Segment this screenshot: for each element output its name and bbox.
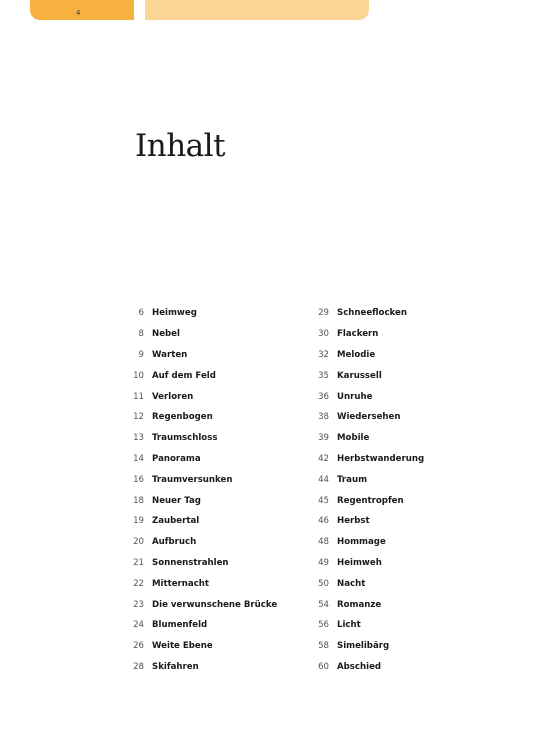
toc-page-number: 21 bbox=[133, 557, 144, 568]
toc-entry[interactable] bbox=[303, 428, 424, 449]
toc-title: Melodie bbox=[337, 349, 376, 360]
toc-page-number: 44 bbox=[318, 474, 329, 485]
toc-title: Aufbruch bbox=[152, 537, 197, 548]
toc-entry[interactable] bbox=[118, 532, 277, 553]
toc-page-number: 54 bbox=[318, 599, 329, 610]
toc-page-number: 58 bbox=[318, 641, 329, 652]
toc-title: Traumversunken bbox=[152, 474, 233, 485]
toc-entry[interactable] bbox=[303, 407, 424, 428]
toc-title: Romanze bbox=[337, 599, 382, 610]
toc-entry[interactable] bbox=[303, 345, 424, 366]
toc-column-right bbox=[303, 303, 424, 677]
toc-entry[interactable] bbox=[303, 303, 424, 324]
toc-title: Licht bbox=[337, 620, 361, 631]
toc-page-number: 18 bbox=[133, 495, 144, 506]
toc-page-number: 28 bbox=[133, 661, 144, 672]
toc-entry[interactable] bbox=[303, 594, 424, 615]
toc-entry[interactable] bbox=[118, 594, 277, 615]
header-tab-right bbox=[145, 0, 369, 20]
toc-entry[interactable] bbox=[118, 365, 277, 386]
toc-title: Regenbogen bbox=[152, 412, 213, 423]
toc-page-number: 26 bbox=[133, 641, 144, 652]
toc-title: Wiedersehen bbox=[337, 412, 401, 423]
header-tab-left bbox=[30, 0, 134, 20]
page-title: Inhalt bbox=[135, 128, 226, 164]
toc-entry[interactable] bbox=[118, 490, 277, 511]
toc-entry[interactable] bbox=[118, 449, 277, 470]
toc-page-number: 23 bbox=[133, 599, 144, 610]
toc-title: Warten bbox=[152, 349, 188, 360]
toc-title: Heimweg bbox=[152, 308, 197, 319]
toc-page-number: 30 bbox=[318, 329, 329, 340]
toc-page-number: 8 bbox=[138, 329, 144, 340]
toc-page-number: 46 bbox=[318, 516, 329, 527]
toc-entry[interactable] bbox=[303, 573, 424, 594]
toc-entry[interactable] bbox=[118, 615, 277, 636]
toc-entry[interactable] bbox=[303, 469, 424, 490]
toc-entry[interactable] bbox=[303, 365, 424, 386]
toc-page-number: 20 bbox=[133, 537, 144, 548]
toc-page-number: 16 bbox=[133, 474, 144, 485]
toc-page-number: 29 bbox=[318, 308, 329, 319]
toc-column-left bbox=[118, 303, 277, 677]
toc-title: Herbst bbox=[337, 516, 370, 527]
toc-title: Sonnenstrahlen bbox=[152, 557, 229, 568]
toc-title: Auf dem Feld bbox=[152, 370, 216, 381]
toc-title: Panorama bbox=[152, 453, 201, 464]
toc-title: Mitternacht bbox=[152, 578, 210, 589]
toc-title: Nebel bbox=[152, 329, 180, 340]
toc-title: Nacht bbox=[337, 578, 366, 589]
toc-page-number: 10 bbox=[133, 370, 144, 381]
toc-title: Simelibärg bbox=[337, 641, 390, 652]
toc-entry[interactable] bbox=[118, 511, 277, 532]
toc-page-number: 9 bbox=[138, 349, 144, 360]
toc-title: Schneeflocken bbox=[337, 308, 407, 319]
toc-entry[interactable] bbox=[118, 657, 277, 678]
toc-title: Neuer Tag bbox=[152, 495, 201, 506]
toc-title: Regentropfen bbox=[337, 495, 404, 506]
toc-page-number: 50 bbox=[318, 578, 329, 589]
toc-page-number: 12 bbox=[133, 412, 144, 423]
toc-entry[interactable] bbox=[118, 553, 277, 574]
toc-entry[interactable] bbox=[118, 407, 277, 428]
toc-entry[interactable] bbox=[303, 490, 424, 511]
toc-entry[interactable] bbox=[118, 386, 277, 407]
toc-entry[interactable] bbox=[303, 449, 424, 470]
toc-page-number: 48 bbox=[318, 537, 329, 548]
toc-page-number: 45 bbox=[318, 495, 329, 506]
toc-title: Traumschloss bbox=[152, 433, 218, 444]
toc-title: Karussell bbox=[337, 370, 382, 381]
toc-title: Flackern bbox=[337, 329, 379, 340]
toc-page-number: 39 bbox=[318, 433, 329, 444]
toc-entry[interactable] bbox=[303, 324, 424, 345]
toc-entry[interactable] bbox=[303, 511, 424, 532]
toc-title: Unruhe bbox=[337, 391, 373, 402]
toc-title: Weite Ebene bbox=[152, 641, 213, 652]
toc-page-number: 38 bbox=[318, 412, 329, 423]
toc-entry[interactable] bbox=[118, 469, 277, 490]
toc-entry[interactable] bbox=[118, 345, 277, 366]
toc-title: Abschied bbox=[337, 661, 382, 672]
toc-page-number: 22 bbox=[133, 578, 144, 589]
toc-page-number: 32 bbox=[318, 349, 329, 360]
toc-page-number: 11 bbox=[133, 391, 144, 402]
toc-title: Heimweh bbox=[337, 557, 382, 568]
toc-page-number: 42 bbox=[318, 453, 329, 464]
toc-page-number: 14 bbox=[133, 453, 144, 464]
toc-entry[interactable] bbox=[118, 324, 277, 345]
toc-page-number: 24 bbox=[133, 620, 144, 631]
toc-page-number: 13 bbox=[133, 433, 144, 444]
toc-title: Herbstwanderung bbox=[337, 453, 425, 464]
toc-entry[interactable] bbox=[118, 303, 277, 324]
toc-title: Verloren bbox=[152, 391, 194, 402]
toc-page-number: 36 bbox=[318, 391, 329, 402]
toc-page-number: 6 bbox=[138, 308, 144, 319]
toc-entry[interactable] bbox=[118, 636, 277, 657]
toc-page-number: 56 bbox=[318, 620, 329, 631]
toc-title: Zaubertal bbox=[152, 516, 200, 527]
toc-title: Hommage bbox=[337, 537, 386, 548]
toc-entry[interactable] bbox=[303, 615, 424, 636]
page-number: 4 bbox=[76, 9, 81, 17]
toc-page-number: 60 bbox=[318, 661, 329, 672]
toc-entry[interactable] bbox=[303, 386, 424, 407]
toc-entry[interactable] bbox=[118, 428, 277, 449]
toc-title: Blumenfeld bbox=[152, 620, 208, 631]
toc-title: Die verwunschene Brücke bbox=[152, 599, 278, 610]
toc-entry[interactable] bbox=[303, 636, 424, 657]
toc-title: Skifahren bbox=[152, 661, 199, 672]
toc-entry[interactable] bbox=[118, 573, 277, 594]
toc-title: Traum bbox=[337, 474, 368, 485]
toc-entry[interactable] bbox=[303, 553, 424, 574]
toc-entry[interactable] bbox=[303, 657, 424, 678]
toc-page-number: 19 bbox=[133, 516, 144, 527]
toc-page-number: 35 bbox=[318, 370, 329, 381]
toc-entry[interactable] bbox=[303, 532, 424, 553]
toc-page-number: 49 bbox=[318, 557, 329, 568]
toc-title: Mobile bbox=[337, 433, 370, 444]
